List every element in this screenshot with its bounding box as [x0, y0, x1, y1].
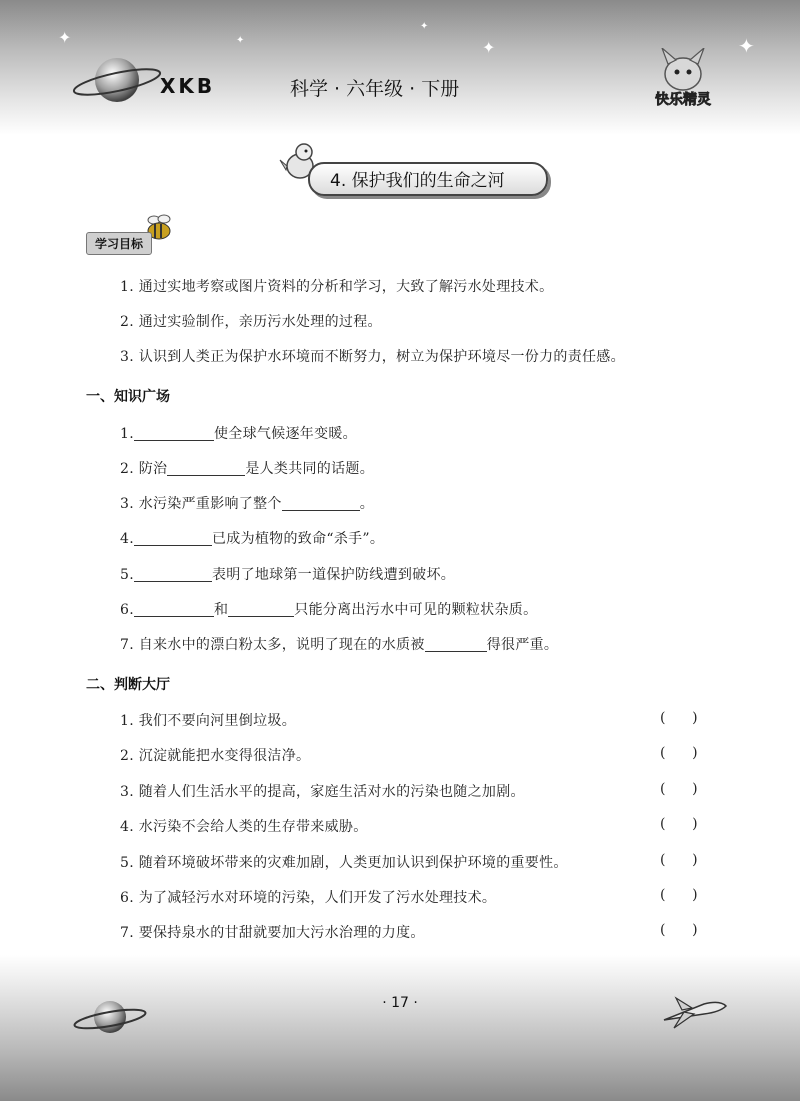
answer-parens[interactable]: ( ): [660, 710, 698, 726]
answer-blank[interactable]: [134, 426, 214, 441]
answer-parens[interactable]: ( ): [660, 745, 698, 761]
sparkle-icon: ✦: [236, 35, 245, 46]
sparkle-icon: ✦: [482, 38, 496, 57]
goal-item: 3. 认识到人类正为保护水环境而不断努力，树立为保护环境尽一份力的责任感。: [120, 349, 625, 365]
section-title-knowledge: 一、知识广场: [86, 389, 170, 405]
answer-parens[interactable]: ( ): [660, 887, 698, 903]
brand-logo: XKB: [160, 74, 216, 98]
fill-item: 2. 防治 是人类共同的话题。: [120, 461, 375, 477]
fill-item: 7. 自来水中的漂白粉太多，说明了现在的水质被 得很严重。: [120, 637, 559, 653]
judge-item: 7. 要保持泉水的甘甜就要加大污水治理的力度。: [120, 925, 425, 941]
answer-blank[interactable]: [134, 602, 214, 617]
book-title: 科学 · 六年级 · 下册: [290, 78, 460, 100]
planet-icon: [72, 52, 162, 108]
judge-item: 4. 水污染不会给人类的生存带来威胁。: [120, 819, 368, 835]
logo-text: 快乐精灵: [655, 92, 711, 108]
judge-item: 2. 沉淀就能把水变得很洁净。: [120, 748, 311, 764]
fill-item: 6. 和 只能分离出污水中可见的颗粒状杂质。: [120, 602, 538, 618]
sparkle-icon: ✦: [738, 34, 755, 58]
sparkle-icon: ✦: [58, 28, 72, 47]
answer-blank[interactable]: [282, 496, 360, 511]
answer-parens[interactable]: ( ): [660, 816, 698, 832]
learning-goals-tag: 学习目标: [86, 232, 152, 255]
page-number: · 17 ·: [382, 995, 418, 1011]
lesson-title: 4. 保护我们的生命之河: [330, 171, 505, 191]
answer-blank[interactable]: [167, 461, 245, 476]
fill-item: 4. 已成为植物的致命“杀手”。: [120, 531, 385, 547]
mascot-logo-icon: [638, 48, 728, 112]
space-shuttle-icon: [660, 990, 730, 1034]
goal-item: 1. 通过实地考察或图片资料的分析和学习，大致了解污水处理技术。: [120, 279, 554, 295]
answer-blank[interactable]: [134, 567, 212, 582]
section-title-judgment: 二、判断大厅: [86, 677, 170, 693]
answer-blank[interactable]: [228, 602, 294, 617]
fill-item: 3. 水污染严重影响了整个 。: [120, 496, 375, 512]
fill-item: 1. 使全球气候逐年变暖。: [120, 426, 357, 442]
answer-parens[interactable]: ( ): [660, 781, 698, 797]
answer-parens[interactable]: ( ): [660, 922, 698, 938]
answer-parens[interactable]: ( ): [660, 852, 698, 868]
answer-blank[interactable]: [425, 637, 487, 652]
judge-item: 5. 随着环境破坏带来的灾难加剧，人类更加认识到保护环境的重要性。: [120, 855, 568, 871]
answer-blank[interactable]: [134, 531, 212, 546]
sparkle-icon: ✦: [420, 21, 429, 32]
goal-item: 2. 通过实验制作，亲历污水处理的过程。: [120, 314, 382, 330]
judge-item: 6. 为了减轻污水对环境的污染，人们开发了污水处理技术。: [120, 890, 497, 906]
judge-item: 3. 随着人们生活水平的提高，家庭生活对水的污染也随之加剧。: [120, 784, 525, 800]
fill-item: 5. 表明了地球第一道保护防线遭到破坏。: [120, 567, 456, 583]
judge-item: 1. 我们不要向河里倒垃圾。: [120, 713, 297, 729]
